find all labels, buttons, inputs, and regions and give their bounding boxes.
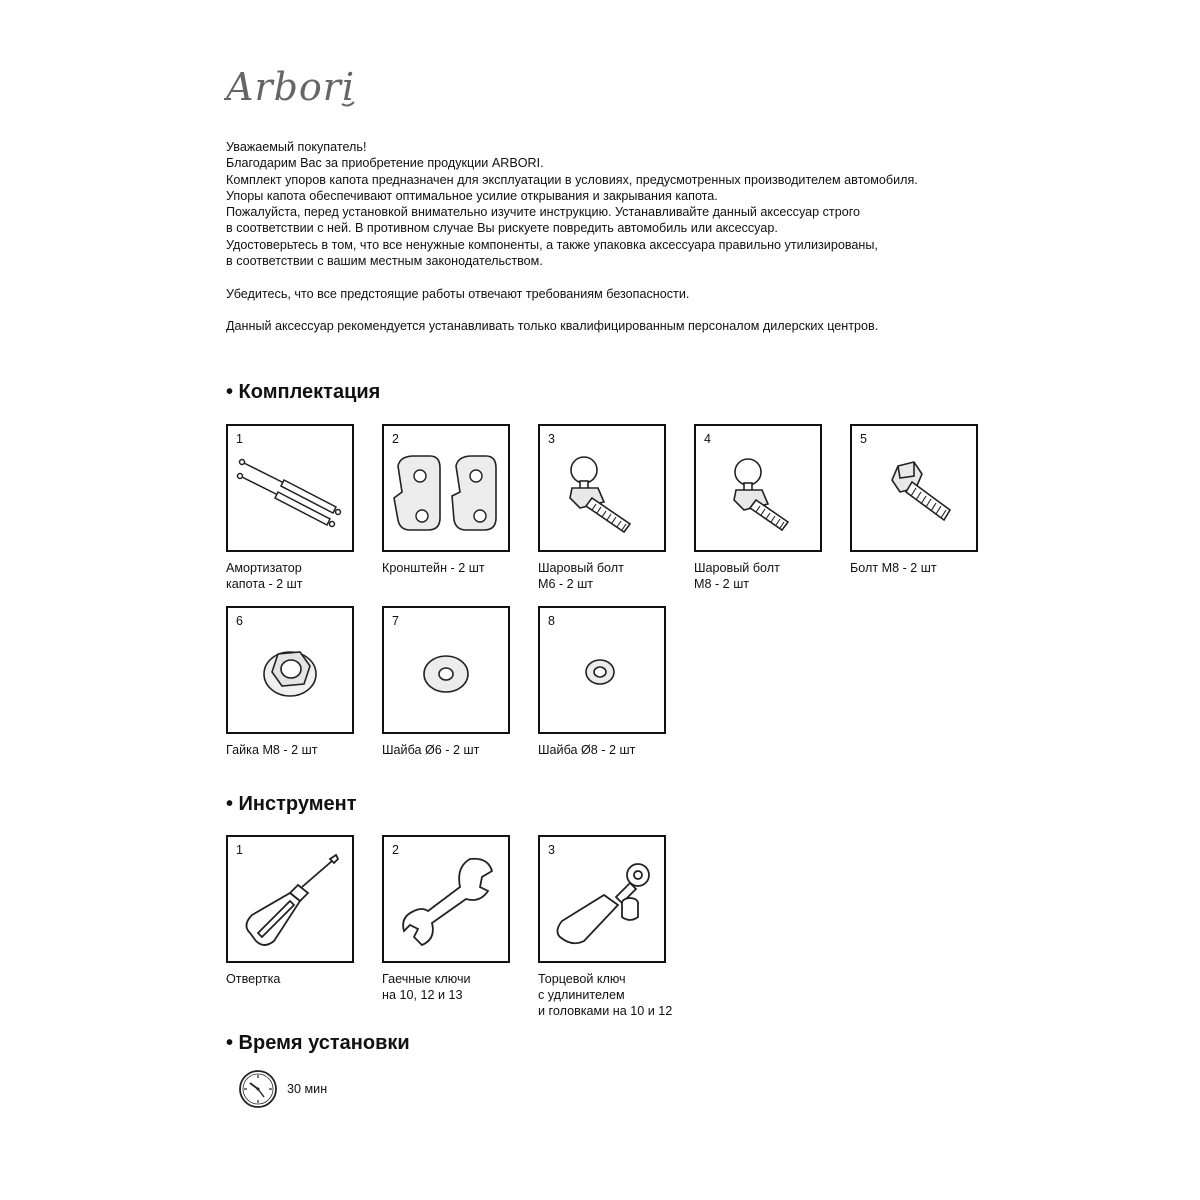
kit-caption-2: Кронштейн - 2 шт [382, 561, 485, 575]
ball-bolt-icon [696, 426, 820, 550]
item-number: 8 [548, 614, 555, 628]
item-number: 3 [548, 843, 555, 857]
kit-section-title: • Комплектация [226, 381, 381, 403]
intro-line: Упоры капота обеспечивают оптимальное усилие открывания и закрывания капота. [226, 188, 718, 203]
logo-wordmark: Arbori [226, 65, 356, 109]
screwdriver-icon [228, 837, 352, 961]
intro-line: Убедитесь, что все предстоящие работы отвечают требованиям безопасности. [226, 286, 690, 301]
gas-strut-icon [228, 426, 352, 550]
item-number: 2 [392, 843, 399, 857]
kit-item-7 [382, 606, 510, 734]
wrench-icon [384, 837, 508, 961]
clock-icon [238, 1069, 278, 1109]
intro-line: Данный аксессуар рекомендуется устанавливать только квалифицированным персоналом дилерских центров. [226, 319, 879, 334]
tool-caption-3: Торцевой ключ с удлинителем и головками на 10 и 12 [538, 972, 673, 1018]
kit-caption-3: Шаровый болт М6 - 2 шт [538, 561, 624, 591]
kit-item-6 [226, 606, 354, 734]
intro-line: Удостоверьтесь в том, что все ненужные компоненты, а также упаковка аксессуара правильно утилизированы, [226, 237, 878, 252]
tools-section-title: • Инструмент [226, 793, 357, 815]
kit-caption-1: Амортизатор капота - 2 шт [226, 561, 303, 591]
kit-item-2 [382, 424, 510, 552]
bracket-icon [384, 426, 508, 550]
intro-line: Благодарим Вас за приобретение продукции ARBORI. [226, 156, 544, 171]
intro-text [226, 139, 1026, 335]
kit-item-1 [226, 424, 354, 552]
kit-item-5 [850, 424, 978, 552]
kit-item-4 [694, 424, 822, 552]
item-number: 4 [704, 432, 711, 446]
kit-caption-8: Шайба Ø8 - 2 шт [538, 743, 636, 757]
brand-logo [224, 62, 364, 112]
intro-line: Пожалуйста, перед установкой внимательно изучите инструкцию. Устанавливайте данный аксессуар строго [226, 205, 861, 220]
washer-icon [540, 608, 664, 732]
tool-caption-2: Гаечные ключи на 10, 12 и 13 [382, 972, 471, 1002]
item-number: 7 [392, 614, 399, 628]
item-number: 3 [548, 432, 555, 446]
socket-wrench-icon [540, 837, 664, 961]
intro-line: в соответствии с ней. В противном случае Вы рискуете повредить автомобиль или аксессуар. [226, 221, 778, 236]
item-number: 6 [236, 614, 243, 628]
nut-icon [228, 608, 352, 732]
intro-line: в соответствии с вашим местным законодательством. [226, 254, 543, 269]
kit-caption-4: Шаровый болт М8 - 2 шт [694, 561, 780, 591]
item-number: 1 [236, 432, 243, 446]
intro-line: Уважаемый покупатель! [226, 140, 367, 154]
install-time-section-title: • Время установки [226, 1032, 410, 1054]
tool-item-1 [226, 835, 354, 963]
item-number: 1 [236, 843, 243, 857]
install-time-value: 30 мин [287, 1082, 328, 1096]
kit-item-8 [538, 606, 666, 734]
kit-caption-5: Болт М8 - 2 шт [850, 561, 937, 575]
washer-icon [384, 608, 508, 732]
kit-caption-7: Шайба Ø6 - 2 шт [382, 743, 480, 757]
kit-item-3 [538, 424, 666, 552]
ball-bolt-icon [540, 426, 664, 550]
tool-item-2 [382, 835, 510, 963]
item-number: 5 [860, 432, 867, 446]
item-number: 2 [392, 432, 399, 446]
kit-caption-6: Гайка М8 - 2 шт [226, 743, 318, 757]
intro-line: Комплект упоров капота предназначен для эксплуатации в условиях, предусмотренных производителем автомобиля. [226, 172, 918, 187]
tool-caption-1: Отвертка [226, 972, 281, 986]
tool-item-3 [538, 835, 666, 963]
bolt-icon [852, 426, 976, 550]
